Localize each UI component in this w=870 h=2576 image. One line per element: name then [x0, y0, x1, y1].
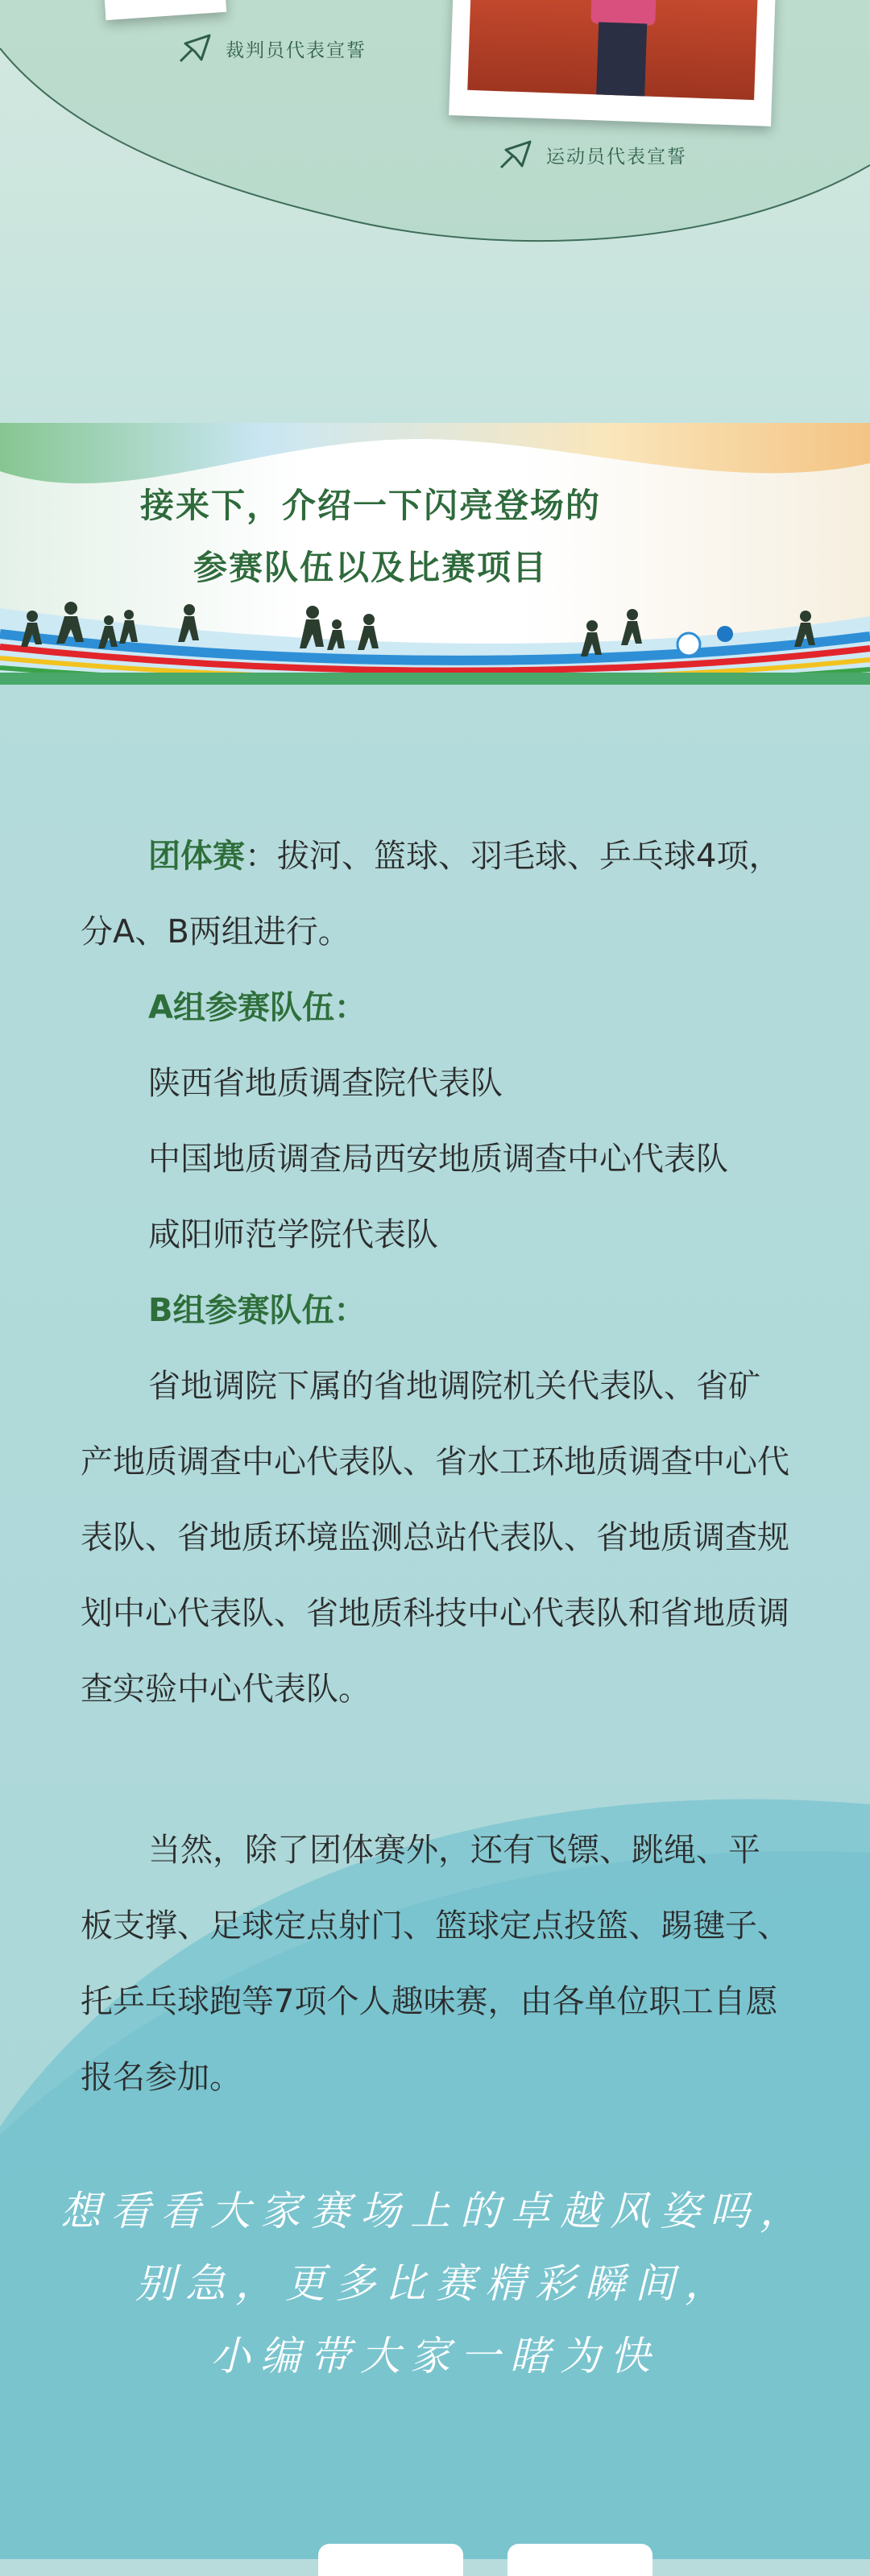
team-text: ：拔河、篮球、羽毛球、乒乓球4项，分A、B两组进行。 [81, 838, 781, 950]
photo-section [0, 0, 870, 423]
athlete-caption [498, 139, 687, 171]
athlete-photo[interactable] [449, 0, 776, 126]
group-b-heading: B组参赛队伍： [148, 1292, 367, 1329]
individual-paragraph: 当然，除了团体赛外，还有飞镖、跳绳、平板支撑、足球定点射门、篮球定点投篮、踢毽子、托乒乓球跑等7项个人趣味赛，由各单位职工自愿报名参加。 [81, 1832, 789, 2096]
group-b-paragraph: 省地调院下属的省地调院机关代表队、省矿产地质调查中心代表队、省水工环地质调查中心代表队、省地质环境监测总站代表队、省地质调查规划中心代表队、省地质科技中心代表队和省地质调查实验中心代表队。 [81, 1368, 789, 1708]
banner-title-line1: 接来下，介绍一下闪亮登场的 [139, 486, 601, 525]
team-label: 团体赛 [148, 838, 245, 875]
closing-line3: 小编带大家一睹为快 [210, 2333, 660, 2379]
closing-line1: 想看看大家赛场上的卓越风姿吗， [60, 2188, 810, 2234]
article-body [81, 818, 789, 1727]
group-a-team: 咸阳师范学院代表队 [148, 1216, 438, 1253]
person-legs [596, 22, 647, 100]
arrow-icon [177, 32, 214, 64]
individual-events [81, 1812, 789, 2115]
sports-banner [0, 423, 870, 685]
referee-caption-text: 裁判员代表宣誓 [226, 39, 367, 61]
next-photo-edge[interactable] [508, 2544, 652, 2576]
banner-title-line2: 参赛队伍以及比赛项目 [193, 548, 548, 587]
group-a-team: 陕西省地质调查院代表队 [148, 1065, 503, 1102]
athlete-caption-text: 运动员代表宣誓 [546, 146, 687, 168]
arrow-icon [498, 139, 535, 171]
next-photo-edge[interactable] [318, 2544, 463, 2576]
closing-line2: 别急，更多比赛精彩瞬间， [135, 2260, 735, 2307]
team-paragraph [81, 818, 789, 970]
photo-image [467, 0, 757, 100]
referee-caption [177, 32, 367, 64]
group-a-heading: A组参赛队伍： [148, 989, 367, 1026]
group-a-team: 中国地质调查局西安地质调查中心代表队 [148, 1141, 728, 1178]
